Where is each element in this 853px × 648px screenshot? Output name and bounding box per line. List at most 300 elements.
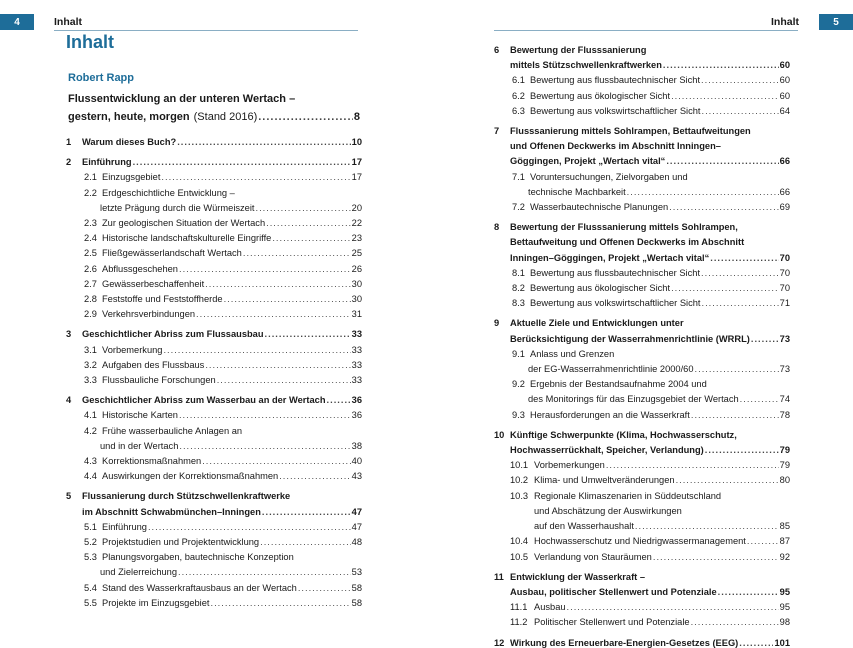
toc-entry-label: Bettaufweitung und Offenen Deckwerks im Abschnitt (510, 237, 745, 248)
leader-dots (327, 393, 351, 408)
toc-entry-page: 33 (351, 329, 362, 340)
toc-entry-label: Ergebnis der Bestandsaufnahme 2004 und (530, 379, 707, 390)
toc-entry (494, 428, 790, 443)
toc-entry-label: Historische Karten (102, 410, 178, 421)
toc-entry (494, 266, 790, 281)
toc-entry-label: Projekte im Einzugsgebiet (102, 597, 210, 608)
toc-entry-label: Politischer Stellenwert und Potenziale (534, 617, 690, 628)
toc-entry-number: 2.9 (84, 309, 97, 320)
leader-dots (691, 615, 779, 630)
leader-dots (177, 135, 350, 150)
leader-dots (217, 373, 351, 388)
toc-entry-label: Vorbemerkungen (534, 460, 605, 471)
toc-entry-label: Inningen–Göggingen, Projekt „Wertach vital“ (510, 252, 710, 263)
toc-entry-label: Einführung (102, 521, 147, 532)
toc-entry-number: 10 (494, 429, 505, 440)
toc-entry-page: 74 (779, 394, 790, 405)
toc-entry-page: 25 (351, 248, 362, 259)
toc-entry-page: 31 (351, 309, 362, 320)
leader-dots (224, 292, 351, 307)
toc-entry-number: 2.6 (84, 263, 97, 274)
toc-entry-label: Regionale Klimaszenarien in Süddeutschland (534, 490, 722, 501)
toc-entry-label: Flusssanierung mittels Sohlrampen, Bettaufweitungen (510, 126, 751, 137)
toc-entry-number: 3 (66, 329, 72, 340)
toc-entry-number: 2.3 (84, 218, 97, 229)
toc-entry-label: Feststoffe und Feststoffherde (102, 294, 223, 305)
toc-entry-page: 20 (351, 202, 362, 213)
toc-entry-label: Bewertung aus ökologischer Sicht (530, 283, 671, 294)
toc-entry-label: Berücksichtigung der Wasserrahmenrichtlinie (WRRL) (510, 333, 750, 344)
essay-title (68, 90, 360, 126)
leader-dots (161, 170, 350, 185)
toc-entry (494, 73, 790, 88)
toc-entry (494, 235, 790, 250)
leader-dots (666, 154, 778, 169)
toc-entry (494, 281, 790, 296)
toc-entry-number: 4.1 (84, 410, 97, 421)
toc-entry-page: 36 (351, 410, 362, 421)
toc-entry-page: 47 (351, 521, 362, 532)
toc-entry-number: 10.5 (510, 551, 529, 562)
toc-entry-number: 2.5 (84, 248, 97, 259)
toc-entry-page: 85 (779, 521, 790, 532)
toc-entry-number: 12 (494, 637, 505, 648)
toc-entry (66, 186, 362, 201)
toc-entry-page: 33 (351, 359, 362, 370)
toc-entry (66, 292, 362, 307)
toc-entry-page: 92 (779, 551, 790, 562)
leader-dots (205, 277, 350, 292)
leader-dots (272, 231, 350, 246)
toc-entry (66, 277, 362, 292)
toc-entry-label: Flussanierung durch Stützschwellenkraftwerke (82, 491, 291, 502)
toc-entry-label: Bewertung aus volkswirtschaftlicher Sicht (530, 105, 701, 116)
toc-entry-number: 2.7 (84, 278, 97, 289)
toc-entry-page: 60 (779, 90, 790, 101)
toc-entry-number: 1 (66, 137, 72, 147)
toc-entry (494, 154, 790, 169)
toc-entry (494, 43, 790, 58)
toc-entry-number: 3.2 (84, 359, 97, 370)
leader-dots (691, 408, 779, 423)
header-rule (54, 30, 358, 31)
right-page (427, 0, 853, 648)
toc-entry-label: und Offenen Deckwerks im Abschnitt Inningen– (510, 141, 721, 152)
toc-entry-page: 40 (351, 456, 362, 467)
toc-entry-label: Frühe wasserbauliche Anlagen an (102, 425, 243, 436)
leader-dots (262, 505, 351, 520)
leader-dots (256, 201, 351, 216)
toc-entry-number: 8.3 (512, 298, 525, 309)
toc-entry-label: Aufgaben des Flussbaus (102, 359, 205, 370)
leader-dots (567, 600, 779, 615)
toc-entry-label: der EG-Wasserrahmenrichtlinie 2000/60 (528, 364, 694, 375)
toc-entry (66, 358, 362, 373)
toc-entry (66, 424, 362, 439)
leader-dots (266, 216, 351, 231)
page-number-badge: 4 (0, 14, 34, 30)
toc-entry-page: 58 (351, 582, 362, 593)
toc-entry-number: 11.2 (510, 617, 528, 628)
toc-entry (494, 185, 790, 200)
toc-entry (494, 534, 790, 549)
leader-dots (663, 58, 779, 73)
toc-entry-page: 38 (351, 440, 362, 451)
leader-dots (265, 327, 351, 342)
leader-dots (260, 535, 351, 550)
toc-entry-page: 70 (779, 267, 790, 278)
toc-entry-label: Hochwasserrückhalt, Speicher, Verlandung) (510, 445, 704, 456)
running-head: Inhalt (771, 16, 799, 28)
page-number-badge: 5 (819, 14, 853, 30)
toc-entry-page: 60 (779, 60, 790, 71)
toc-entry-label: Einzugsgebiet (102, 172, 161, 183)
leader-dots (279, 469, 350, 484)
toc-entry-label: Bewertung aus volkswirtschaftlicher Sicht (530, 298, 701, 309)
leader-dots (196, 307, 351, 322)
toc-entry-number: 10.3 (510, 490, 529, 501)
toc-entry-number: 10.4 (510, 536, 529, 547)
toc-entry-number: 5.4 (84, 582, 97, 593)
toc-entry-page: 17 (351, 157, 362, 168)
toc-entry-page: 98 (779, 617, 790, 628)
toc-entry-page: 66 (779, 156, 790, 167)
toc-entry-label: Projektstudien und Projektentwicklung (102, 537, 260, 548)
toc-entry (66, 201, 362, 216)
leader-dots (202, 454, 350, 469)
toc-entry-label: und Zielerreichung (100, 567, 178, 578)
toc-entry-number: 4.3 (84, 456, 97, 467)
toc-entry (494, 570, 790, 585)
toc-entry-number: 9.1 (512, 348, 525, 359)
toc-entry-label: Warum dieses Buch? (82, 137, 177, 147)
toc-entry-page: 95 (779, 602, 790, 613)
toc-entry (66, 469, 362, 484)
leader-dots (163, 343, 350, 358)
toc-entry (66, 454, 362, 469)
leader-dots (205, 358, 350, 373)
toc-entry (66, 581, 362, 596)
toc-entry-number: 2 (66, 157, 72, 168)
toc-entry-page: 48 (351, 537, 362, 548)
toc-entry-label: im Abschnitt Schwabmünchen–Inningen (82, 506, 261, 517)
toc-entry (66, 535, 362, 550)
toc-entry (66, 550, 362, 565)
toc-entry-page: 79 (779, 460, 790, 471)
toc-entry (494, 200, 790, 215)
leader-dots (298, 581, 351, 596)
leader-dots (211, 596, 351, 611)
toc-entry-label: Erdgeschichtliche Entwicklung – (102, 187, 235, 198)
leader-dots (627, 185, 779, 200)
toc-entry (494, 251, 790, 266)
toc-entry-number: 6.1 (512, 75, 525, 86)
toc-entry-page: 64 (779, 105, 790, 116)
toc-entry-number: 4 (66, 395, 72, 406)
toc-entry (494, 550, 790, 565)
toc-entry-page: 26 (351, 263, 362, 274)
toc-entry-label: Geschichtlicher Abriss zum Flussausbau (82, 329, 264, 340)
leader-dots (718, 585, 779, 600)
toc-entry-label: Einführung (82, 157, 132, 168)
toc-entry (66, 565, 362, 580)
toc-entry-page: 17 (351, 172, 362, 183)
toc-entry-number: 9 (494, 318, 500, 329)
toc-entry-label: Entwicklung der Wasserkraft – (510, 571, 646, 582)
toc-entry-page: 33 (351, 375, 362, 386)
toc-entry-page: 22 (351, 218, 362, 229)
toc-entry-label: Bewertung aus flussbautechnischer Sicht (530, 267, 701, 278)
leader-dots (179, 262, 351, 277)
toc-entry-page: 58 (351, 597, 362, 608)
leader-dots (701, 73, 779, 88)
toc-entry (66, 408, 362, 423)
leader-dots (747, 534, 779, 549)
toc-entry-number: 11 (494, 571, 504, 582)
toc-entry (494, 600, 790, 615)
toc-entry-page: 78 (779, 409, 790, 420)
toc-entry (494, 519, 790, 534)
leader-dots (179, 408, 351, 423)
toc-entry-label: und in der Wertach (100, 440, 179, 451)
toc-entry (494, 58, 790, 73)
leader-dots (258, 108, 353, 126)
toc-entry-label: Aktuelle Ziele und Entwicklungen unter (510, 318, 684, 329)
toc-entry-label: Bewertung der Flusssanierung mittels Sohlrampen, (510, 222, 738, 233)
leader-dots (243, 246, 351, 261)
toc-entry-label: Vorbemerkung (102, 344, 163, 355)
toc-entry (494, 316, 790, 331)
toc-entry (66, 246, 362, 261)
toc-entry (494, 392, 790, 407)
toc-entry-number: 3.1 (84, 344, 97, 355)
author-name: Robert Rapp (68, 72, 134, 84)
toc-entry (494, 332, 790, 347)
toc-entry-number: 8.2 (512, 283, 525, 294)
leader-dots (705, 443, 779, 458)
toc-entry-label: Abflussgeschehen (102, 263, 178, 274)
toc-entry-label: Bewertung aus ökologischer Sicht (530, 90, 671, 101)
toc-entry (494, 504, 790, 519)
toc-entry-page: 47 (351, 506, 362, 517)
toc-entry-number: 5 (66, 491, 72, 502)
toc-list-left (66, 130, 362, 611)
leader-dots (740, 392, 779, 407)
toc-entry-page: 70 (779, 252, 790, 263)
toc-entry-number: 6.2 (512, 90, 525, 101)
toc-entry-number: 5.1 (84, 521, 97, 532)
toc-entry (494, 104, 790, 119)
toc-entry (66, 439, 362, 454)
toc-entry-label: Wirkung des Erneuerbare-Energien-Gesetzes (EEG) (510, 637, 739, 648)
toc-entry (66, 170, 362, 185)
essay-title-row (68, 108, 360, 126)
toc-entry-label: Voruntersuchungen, Zielvorgaben und (530, 171, 688, 182)
leader-dots (179, 439, 350, 454)
toc-entry-number: 6.3 (512, 105, 525, 116)
toc-entry-label: Hochwasserschutz und Niedrigwassermanagement (534, 536, 746, 547)
leader-dots (676, 473, 779, 488)
toc-entry-number: 8 (494, 222, 500, 233)
toc-entry-page: 71 (779, 298, 790, 309)
essay-title-line2: gestern, heute, morgen (68, 111, 190, 123)
toc-entry (494, 443, 790, 458)
toc-entry (494, 170, 790, 185)
toc-entry-page: 33 (351, 344, 362, 355)
leader-dots (751, 332, 779, 347)
toc-entry-number: 7.2 (512, 202, 525, 213)
toc-entry-label: Göggingen, Projekt „Wertach vital“ (510, 156, 666, 167)
toc-entry (494, 362, 790, 377)
toc-entry-label: Ausbau (534, 602, 566, 613)
toc-entry-label: Ausbau, politischer Stellenwert und Potenziale (510, 586, 717, 597)
toc-entry-number: 3.3 (84, 375, 97, 386)
toc-entry-label: Auswirkungen der Korrektionsmaßnahmen (102, 471, 279, 482)
leader-dots (671, 281, 779, 296)
toc-entry-label: Verlandung von Stauräumen (534, 551, 652, 562)
left-page (0, 0, 426, 648)
toc-entry (494, 489, 790, 504)
toc-entry-page: 53 (351, 567, 362, 578)
toc-entry-label: auf den Wasserhaushalt (534, 521, 634, 532)
toc-entry-number: 10.2 (510, 475, 529, 486)
toc-entry (66, 373, 362, 388)
toc-entry-number: 5.5 (84, 597, 97, 608)
toc-entry-page: 70 (779, 283, 790, 294)
toc-entry (494, 296, 790, 311)
toc-entry-number: 2.1 (84, 172, 97, 183)
toc-entry-label: Wasserbautechnische Planungen (530, 202, 669, 213)
toc-entry-page: 79 (779, 445, 790, 456)
toc-entry-label: Bewertung aus flussbautechnischer Sicht (530, 75, 701, 86)
toc-entry-number: 11.1 (510, 602, 528, 613)
toc-entry-page: 36 (351, 395, 362, 406)
toc-entry (494, 220, 790, 235)
toc-entry-number: 8.1 (512, 267, 525, 278)
toc-entry-page: 30 (351, 278, 362, 289)
toc-entry-label: Verkehrsverbindungen (102, 309, 196, 320)
leader-dots (695, 362, 779, 377)
toc-entry (66, 327, 362, 342)
leader-dots (178, 565, 351, 580)
header-rule (494, 30, 798, 31)
toc-entry-label: und Abschätzung der Auswirkungen (534, 505, 682, 516)
toc-entry-label: Zur geologischen Situation der Wertach (102, 218, 266, 229)
toc-entry-label: Gewässerbeschaffenheit (102, 278, 205, 289)
toc-entry-label: Anlass und Grenzen (530, 348, 615, 359)
essay-page: 8 (353, 111, 360, 123)
toc-entry-number: 9.3 (512, 409, 525, 420)
toc-entry-page: 30 (351, 294, 362, 305)
toc-entry (66, 262, 362, 277)
toc-entry-label: Künftige Schwerpunkte (Klima, Hochwasserschutz, (510, 429, 737, 440)
leader-dots (671, 89, 779, 104)
toc-entry (494, 636, 790, 648)
toc-entry-number: 6 (494, 45, 500, 55)
toc-entry-label: Klima- und Umweltveränderungen (534, 475, 675, 486)
toc-entry (494, 124, 790, 139)
toc-entry-label: Fließgewässerlandschaft Wertach (102, 248, 242, 259)
toc-entry-label: Historische landschaftskulturelle Eingriffe (102, 233, 272, 244)
toc-entry (494, 377, 790, 392)
toc-entry-page: 95 (779, 586, 790, 597)
toc-entry (66, 393, 362, 408)
leader-dots (133, 155, 351, 170)
toc-entry-label: Herausforderungen an die Wasserkraft (530, 409, 690, 420)
toc-entry-page: 80 (779, 475, 790, 486)
toc-entry-number: 5.2 (84, 537, 97, 548)
toc-entry-label: letzte Prägung durch die Würmeiszeit (100, 202, 255, 213)
leader-dots (710, 251, 778, 266)
toc-entry (66, 489, 362, 504)
toc-entry-page: 73 (779, 333, 790, 344)
toc-entry-label: Flussbauliche Forschungen (102, 375, 216, 386)
toc-entry-number: 7.1 (512, 171, 525, 182)
toc-entry (494, 458, 790, 473)
toc-entry (66, 155, 362, 170)
toc-entry-number: 2.4 (84, 233, 97, 244)
toc-entry (494, 585, 790, 600)
toc-entry-label: technische Machbarkeit (528, 186, 626, 197)
toc-entry-page: 73 (779, 364, 790, 375)
toc-entry-page: 60 (779, 75, 790, 86)
toc-entry-number: 4.2 (84, 425, 97, 436)
toc-entry-number: 2.8 (84, 294, 97, 305)
toc-entry-page: 69 (779, 202, 790, 213)
toc-entry-page: 101 (774, 637, 790, 648)
toc-entry-label: mittels Stützschwellenkraftwerken (510, 60, 662, 71)
toc-entry-page: 10 (351, 137, 362, 147)
toc-entry-page: 43 (351, 471, 362, 482)
toc-entry-label: Stand des Wasserkraftausbaus an der Wertach (102, 582, 297, 593)
toc-entry-page: 23 (351, 233, 362, 244)
toc-entry (494, 347, 790, 362)
running-head: Inhalt (54, 16, 82, 28)
essay-title-line1: Flussentwicklung an der unteren Wertach – (68, 93, 296, 105)
leader-dots (739, 636, 773, 648)
leader-dots (653, 550, 779, 565)
toc-entry (66, 231, 362, 246)
toc-entry-label: Korrektionsmaßnahmen (102, 456, 202, 467)
toc-entry-number: 7 (494, 126, 500, 137)
toc-entry-label: Bewertung der Flusssanierung (510, 45, 647, 55)
page-title: Inhalt (66, 32, 114, 52)
toc-entry (66, 343, 362, 358)
toc-entry (66, 135, 362, 150)
toc-entry (66, 596, 362, 611)
toc-entry-number: 10.1 (510, 460, 529, 471)
leader-dots (148, 520, 351, 535)
leader-dots (635, 519, 779, 534)
toc-entry (494, 408, 790, 423)
toc-list-right (494, 38, 790, 648)
toc-entry-number: 9.2 (512, 379, 525, 390)
toc-entry (494, 89, 790, 104)
leader-dots (606, 458, 779, 473)
toc-entry-page: 66 (779, 186, 790, 197)
toc-entry-number: 2.2 (84, 187, 97, 198)
toc-entry (494, 139, 790, 154)
toc-entry-number: 5.3 (84, 552, 97, 563)
toc-entry (494, 473, 790, 488)
toc-entry-label: Planungsvorgaben, bautechnische Konzeption (102, 552, 294, 563)
toc-entry (66, 307, 362, 322)
leader-dots (702, 296, 779, 311)
toc-entry (66, 216, 362, 231)
toc-entry-label: des Monitorings für das Einzugsgebiet der Wertach (528, 394, 739, 405)
toc-entry-label: Geschichtlicher Abriss zum Wasserbau an der Wertach (82, 395, 326, 406)
toc-entry (494, 615, 790, 630)
